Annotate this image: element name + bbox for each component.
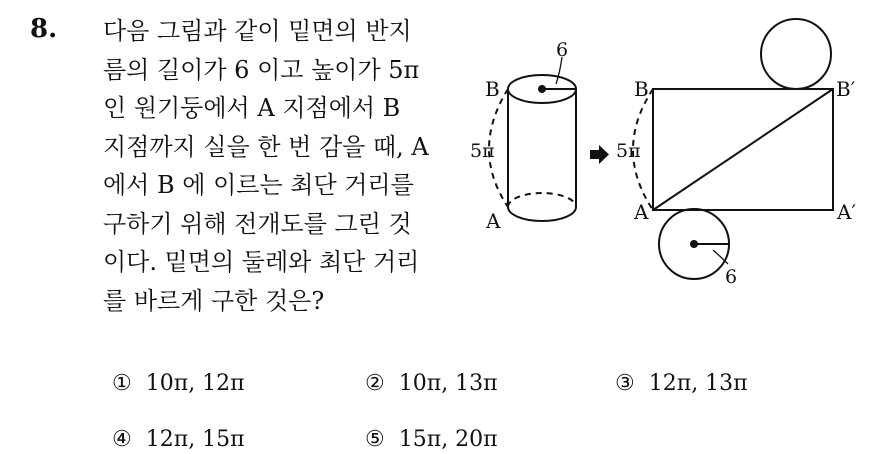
- choice-5[interactable]: [365, 427, 498, 452]
- question-line: 에서 B 에 이르는 최단 거리를: [103, 171, 414, 199]
- cylinder-bottom-front: [508, 207, 576, 221]
- question-line: 이다. 밑면의 둘레와 최단 거리: [103, 248, 420, 276]
- net-label-a-prime: A′: [837, 200, 856, 224]
- cylinder-bottom-back: [508, 193, 576, 207]
- question-line: 다음 그림과 같이 밑면의 반지: [103, 17, 412, 45]
- choice-mark: ④: [112, 427, 132, 452]
- cylinder-radius-pointer: [556, 57, 562, 84]
- question-line: 구하기 위해 전개도를 그린 것: [103, 209, 412, 238]
- net-diagonal: [653, 89, 833, 210]
- question-line: 름의 길이가 6 이고 높이가 5π: [103, 55, 420, 84]
- question-line: 인 원기둥에서 A 지점에서 B: [103, 94, 401, 122]
- choice-text: 12π, 15π: [145, 427, 245, 452]
- net-height-label: 5π: [616, 140, 641, 162]
- net-diagram: [633, 19, 833, 279]
- right-arrow-icon: [590, 145, 609, 164]
- choice-mark: ②: [365, 371, 385, 396]
- cylinder-label-b: B: [485, 77, 500, 101]
- net-center-dot: [690, 240, 698, 248]
- choice-mark: ⑤: [365, 427, 385, 452]
- choice-text: 10π, 13π: [398, 371, 498, 396]
- question-line: 지점까지 실을 한 번 감을 때, A: [103, 132, 429, 161]
- choice-mark: ③: [615, 371, 635, 396]
- choice-3[interactable]: [615, 371, 748, 396]
- net-radius-label: 6: [725, 266, 738, 288]
- cylinder-height-label: 5π: [470, 140, 495, 162]
- choice-1[interactable]: [112, 371, 245, 396]
- choice-text: 15π, 20π: [398, 427, 498, 452]
- question-line: 를 바르게 구한 것은?: [103, 286, 325, 315]
- cylinder-center-dot: [538, 85, 546, 93]
- choice-2[interactable]: [365, 371, 498, 396]
- question-number: 8.: [30, 14, 58, 44]
- cylinder-radius-label: 6: [556, 39, 569, 61]
- choice-text: 10π, 12π: [145, 371, 245, 396]
- cylinder-diagram: [489, 57, 576, 221]
- choice-mark: ①: [112, 371, 132, 396]
- choice-text: 12π, 13π: [648, 371, 748, 396]
- net-label-b: B: [634, 77, 649, 101]
- net-label-b-prime: B′: [836, 77, 856, 101]
- net-top-circle: [761, 19, 831, 89]
- cylinder-label-a: A: [486, 209, 501, 233]
- choice-4[interactable]: [112, 427, 245, 452]
- net-label-a: A: [634, 200, 649, 224]
